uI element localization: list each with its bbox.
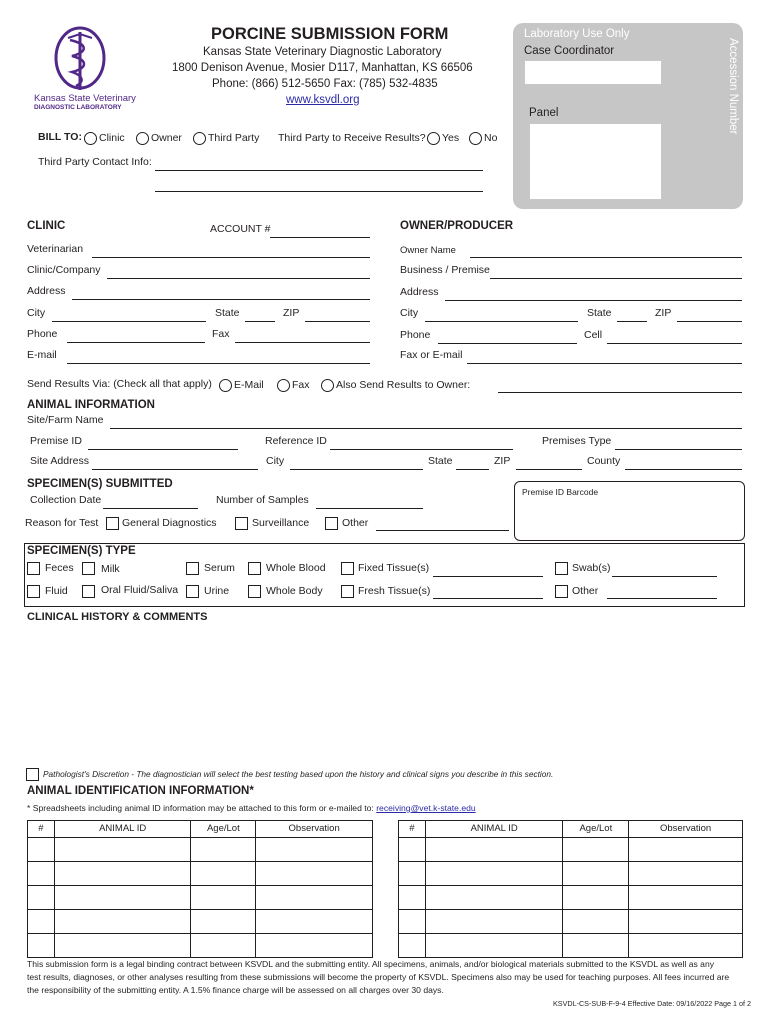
fluid-label: Fluid [45, 585, 68, 597]
animal-id-table-left [27, 820, 373, 958]
lab-phone-fax: Phone: (866) 512-5650 Fax: (785) 532-4835 [212, 78, 438, 90]
clinic-company-label: Clinic/Company [27, 264, 101, 276]
surveillance-checkbox[interactable] [235, 517, 248, 530]
owner-city-field[interactable] [425, 321, 578, 322]
animal-id-note [27, 804, 476, 813]
premises-type-label: Premises Type [542, 435, 612, 447]
clinic-zip-field[interactable] [305, 321, 370, 322]
cell[interactable] [629, 886, 743, 910]
col-age-lot-header: Age/Lot [191, 821, 256, 838]
premise-id-label: Premise ID [30, 435, 82, 447]
specimens-submitted-heading: SPECIMEN(S) SUBMITTED [27, 478, 173, 490]
cell[interactable] [425, 910, 563, 934]
fresh-tissue-checkbox[interactable] [341, 585, 354, 598]
send-results-label: Send Results Via: (Check all that apply) [27, 378, 212, 390]
owner-fax-email-field[interactable] [467, 363, 742, 364]
form-code: KSVDL-CS-SUB-F-9-4 Effective Date: 09/16/2022 Page 1 of 2 [553, 999, 752, 1008]
urine-checkbox[interactable] [186, 585, 199, 598]
cell[interactable] [629, 862, 743, 886]
owner-address-field[interactable] [445, 300, 742, 301]
general-diagnostics-label: General Diagnostics [122, 517, 217, 529]
clinic-phone-field[interactable] [67, 342, 205, 343]
table-row [28, 838, 373, 862]
cell[interactable] [629, 838, 743, 862]
third-party-contact-line-2[interactable] [155, 191, 483, 192]
table-row [399, 838, 743, 862]
cell[interactable] [399, 934, 426, 958]
owner-zip-field[interactable] [677, 321, 742, 322]
site-address-label: Site Address [30, 455, 89, 467]
cell[interactable] [54, 862, 191, 886]
cell[interactable] [563, 910, 629, 934]
clinic-city-label: City [27, 307, 46, 319]
case-coordinator-label: Case Coordinator [524, 45, 615, 57]
third-party-no-label: No [484, 132, 498, 144]
number-of-samples-field[interactable] [316, 508, 423, 509]
cell[interactable] [28, 910, 55, 934]
swab-field[interactable] [612, 576, 717, 577]
bill-to-third-party-label: Third Party [208, 132, 260, 144]
bill-to-clinic-label: Clinic [99, 132, 125, 144]
legal-line-3: the responsibility of the submitting entity. A 1.5% finance charge will be assessed on all charges over 30 days. [27, 985, 444, 995]
cell[interactable] [563, 934, 629, 958]
animal-id-table-right [398, 820, 743, 958]
animal-id-note-text: * Spreadsheets including animal ID information may be attached to this form or e-mailed to: [27, 803, 377, 813]
owner-state-label: State [587, 307, 612, 319]
whole-body-checkbox[interactable] [248, 585, 261, 598]
third-party-no-radio[interactable] [469, 132, 482, 145]
owner-cell-label: Cell [584, 329, 603, 341]
owner-heading: OWNER/PRODUCER [400, 220, 514, 232]
col-number-header: # [28, 821, 55, 838]
feces-label: Feces [45, 562, 74, 574]
lab-name-line2: DIAGNOSTIC LABORATORY [34, 104, 122, 111]
table-row [28, 886, 373, 910]
reason-for-test-label: Reason for Test [25, 517, 99, 529]
cell[interactable] [399, 886, 426, 910]
site-state-field[interactable] [456, 469, 489, 470]
panel-field[interactable] [529, 123, 662, 200]
owner-name-field[interactable] [470, 257, 742, 258]
owner-state-field[interactable] [617, 321, 647, 322]
cell[interactable] [191, 838, 256, 862]
table-row [399, 910, 743, 934]
site-state-label: State [428, 455, 453, 467]
cell[interactable] [191, 910, 256, 934]
oral-fluid-checkbox[interactable] [82, 585, 95, 598]
lab-use-title: Laboratory Use Only [524, 28, 630, 40]
clinic-company-field[interactable] [107, 278, 370, 279]
county-field[interactable] [625, 469, 742, 470]
site-city-label: City [266, 455, 285, 467]
table-row [28, 862, 373, 886]
veterinarian-field[interactable] [92, 257, 370, 258]
site-zip-label: ZIP [494, 455, 511, 467]
cell[interactable] [54, 934, 191, 958]
pathologist-discretion-label: Pathologist's Discretion - The diagnostician will select the best testing based upon the history and clinical signs you describe in this section. [43, 769, 554, 779]
owner-fax-email-label: Fax or E-mail [400, 349, 463, 361]
clinic-email-field[interactable] [67, 363, 370, 364]
cell[interactable] [256, 838, 373, 862]
owner-zip-label: ZIP [655, 307, 672, 319]
cell[interactable] [563, 886, 629, 910]
send-owner-label: Also Send Results to Owner: [336, 379, 471, 391]
third-party-yes-radio[interactable] [427, 132, 440, 145]
cell[interactable] [191, 934, 256, 958]
cell[interactable] [563, 862, 629, 886]
type-other-label: Other [572, 585, 599, 597]
specimen-type-heading: SPECIMEN(S) TYPE [27, 545, 136, 557]
fixed-tissue-checkbox[interactable] [341, 562, 354, 575]
cell[interactable] [425, 886, 563, 910]
swab-checkbox[interactable] [555, 562, 568, 575]
table-row [28, 910, 373, 934]
milk-label: Milk [101, 563, 120, 575]
whole-body-label: Whole Body [266, 585, 323, 597]
third-party-contact-line-1[interactable] [155, 170, 483, 171]
serum-label: Serum [204, 562, 235, 574]
third-party-contact-label: Third Party Contact Info: [38, 156, 152, 168]
bill-to-owner-radio[interactable] [136, 132, 149, 145]
legal-footer [27, 958, 747, 997]
cell[interactable] [191, 886, 256, 910]
site-farm-field[interactable] [110, 428, 742, 429]
cell[interactable] [256, 862, 373, 886]
clinic-heading: CLINIC [27, 220, 66, 232]
premise-id-barcode-label: Premise ID Barcode [522, 487, 599, 497]
clinic-zip-label: ZIP [283, 307, 300, 319]
owner-name-label: Owner Name [400, 245, 456, 256]
animal-id-heading: ANIMAL IDENTIFICATION INFORMATION* [27, 785, 254, 797]
clinic-state-field[interactable] [245, 321, 275, 322]
case-coordinator-field[interactable] [524, 60, 662, 85]
cell[interactable] [54, 886, 191, 910]
cell[interactable] [54, 910, 191, 934]
cell[interactable] [191, 862, 256, 886]
owner-city-label: City [400, 307, 419, 319]
swab-label: Swab(s) [572, 562, 611, 574]
premises-type-field[interactable] [615, 449, 742, 450]
third-party-yes-label: Yes [442, 132, 460, 144]
legal-line-2: test results, diagnoses, or other analyses resulting from these submissions will become the property of KSVDL. Specimens also may be used for teaching purposes. All fees incurred are [27, 972, 730, 982]
site-zip-field[interactable] [516, 469, 582, 470]
feces-checkbox[interactable] [27, 562, 40, 575]
surveillance-label: Surveillance [252, 517, 310, 529]
oral-fluid-label: Oral Fluid/Saliva [101, 584, 179, 596]
table-row [399, 886, 743, 910]
site-city-field[interactable] [290, 469, 423, 470]
fixed-tissue-label: Fixed Tissue(s) [358, 562, 430, 574]
clinic-address-label: Address [27, 285, 66, 297]
reason-other-checkbox[interactable] [325, 517, 338, 530]
business-premise-field[interactable] [490, 278, 742, 279]
cell[interactable] [629, 910, 743, 934]
cell[interactable] [28, 862, 55, 886]
col-observation-header: Observation [256, 821, 373, 838]
bill-to-owner-label: Owner [151, 132, 182, 144]
clinic-address-field[interactable] [72, 299, 370, 300]
clinical-history-area[interactable] [27, 628, 743, 763]
cell[interactable] [563, 838, 629, 862]
cell[interactable] [399, 910, 426, 934]
veterinarian-label: Veterinarian [27, 243, 84, 255]
business-premise-label: Business / Premise [400, 264, 490, 276]
lab-address: 1800 Denison Avenue, Mosier D117, Manhattan, KS 66506 [172, 62, 473, 74]
clinic-fax-label: Fax [212, 328, 230, 340]
col-animal-id-header: ANIMAL ID [425, 821, 563, 838]
owner-address-label: Address [400, 286, 439, 298]
clinic-phone-label: Phone [27, 328, 58, 340]
clinic-email-label: E-mail [27, 349, 57, 361]
cell[interactable] [256, 934, 373, 958]
ksvdl-logo [40, 26, 120, 94]
site-address-field[interactable] [92, 469, 258, 470]
whole-blood-label: Whole Blood [266, 562, 326, 574]
collection-date-label: Collection Date [30, 494, 102, 506]
bill-to-label: BILL TO: [38, 131, 82, 143]
cell[interactable] [28, 934, 55, 958]
form-title: PORCINE SUBMISSION FORM [211, 25, 449, 43]
reason-other-field[interactable] [376, 530, 509, 531]
cell[interactable] [256, 910, 373, 934]
cell[interactable] [28, 838, 55, 862]
clinic-state-label: State [215, 307, 240, 319]
fresh-tissue-field[interactable] [433, 598, 543, 599]
fluid-checkbox[interactable] [27, 585, 40, 598]
lab-website-link[interactable]: www.ksvdl.org [286, 94, 360, 106]
owner-cell-field[interactable] [607, 343, 742, 344]
clinical-history-heading: CLINICAL HISTORY & COMMENTS [27, 611, 208, 623]
receiving-email-link[interactable]: receiving@vet.k-state.edu [376, 803, 476, 813]
cell[interactable] [629, 934, 743, 958]
serum-checkbox[interactable] [186, 562, 199, 575]
cell[interactable] [28, 886, 55, 910]
send-owner-field[interactable] [498, 392, 742, 393]
reference-id-field[interactable] [330, 449, 513, 450]
send-fax-label: Fax [292, 379, 310, 391]
col-age-lot-header: Age/Lot [563, 821, 629, 838]
bill-to-clinic-radio[interactable] [84, 132, 97, 145]
clinic-city-field[interactable] [52, 321, 206, 322]
cell[interactable] [425, 934, 563, 958]
bill-to-third-party-radio[interactable] [193, 132, 206, 145]
number-of-samples-label: Number of Samples [216, 494, 309, 506]
owner-phone-label: Phone [400, 329, 431, 341]
collection-date-field[interactable] [103, 508, 198, 509]
type-other-field[interactable] [607, 598, 717, 599]
urine-label: Urine [204, 585, 230, 597]
lab-org-name: Kansas State Veterinary Diagnostic Laboratory [203, 46, 442, 58]
cell[interactable] [399, 862, 426, 886]
fresh-tissue-label: Fresh Tissue(s) [358, 585, 431, 597]
cell[interactable] [54, 838, 191, 862]
county-label: County [587, 455, 621, 467]
fixed-tissue-field[interactable] [433, 576, 543, 577]
col-observation-header: Observation [629, 821, 743, 838]
lab-name-line1: Kansas State Veterinary [34, 93, 136, 104]
accession-number-label: Accession Number [727, 38, 739, 135]
animal-info-heading: ANIMAL INFORMATION [27, 399, 155, 411]
panel-label: Panel [529, 107, 559, 119]
milk-checkbox[interactable] [82, 562, 95, 575]
cell[interactable] [399, 838, 426, 862]
table-row [28, 934, 373, 958]
premise-id-field[interactable] [88, 449, 238, 450]
caduceus-k-logo-icon [40, 26, 120, 94]
cell[interactable] [425, 838, 563, 862]
third-party-results-label: Third Party to Receive Results? [278, 132, 426, 144]
send-fax-radio[interactable] [277, 379, 290, 392]
send-email-label: E-Mail [234, 379, 264, 391]
legal-line-1: This submission form is a legal binding contract between KSVDL and the submitting entity. All specimens, animals, and/or biological materials submitted to the KSVDL as well as any [27, 959, 715, 969]
account-field[interactable] [270, 237, 370, 238]
type-other-checkbox[interactable] [555, 585, 568, 598]
cell[interactable] [256, 886, 373, 910]
reference-id-label: Reference ID [265, 435, 327, 447]
clinic-fax-field[interactable] [235, 342, 370, 343]
send-owner-radio[interactable] [321, 379, 334, 392]
table-row [399, 862, 743, 886]
account-label: ACCOUNT # [210, 223, 271, 235]
table-row [399, 934, 743, 958]
owner-phone-field[interactable] [438, 343, 577, 344]
reason-other-label: Other [342, 517, 369, 529]
site-farm-label: Site/Farm Name [27, 414, 104, 426]
col-number-header: # [399, 821, 426, 838]
whole-blood-checkbox[interactable] [248, 562, 261, 575]
col-animal-id-header: ANIMAL ID [54, 821, 191, 838]
cell[interactable] [425, 862, 563, 886]
pathologist-discretion-checkbox[interactable] [26, 768, 39, 781]
send-email-radio[interactable] [219, 379, 232, 392]
general-diagnostics-checkbox[interactable] [106, 517, 119, 530]
